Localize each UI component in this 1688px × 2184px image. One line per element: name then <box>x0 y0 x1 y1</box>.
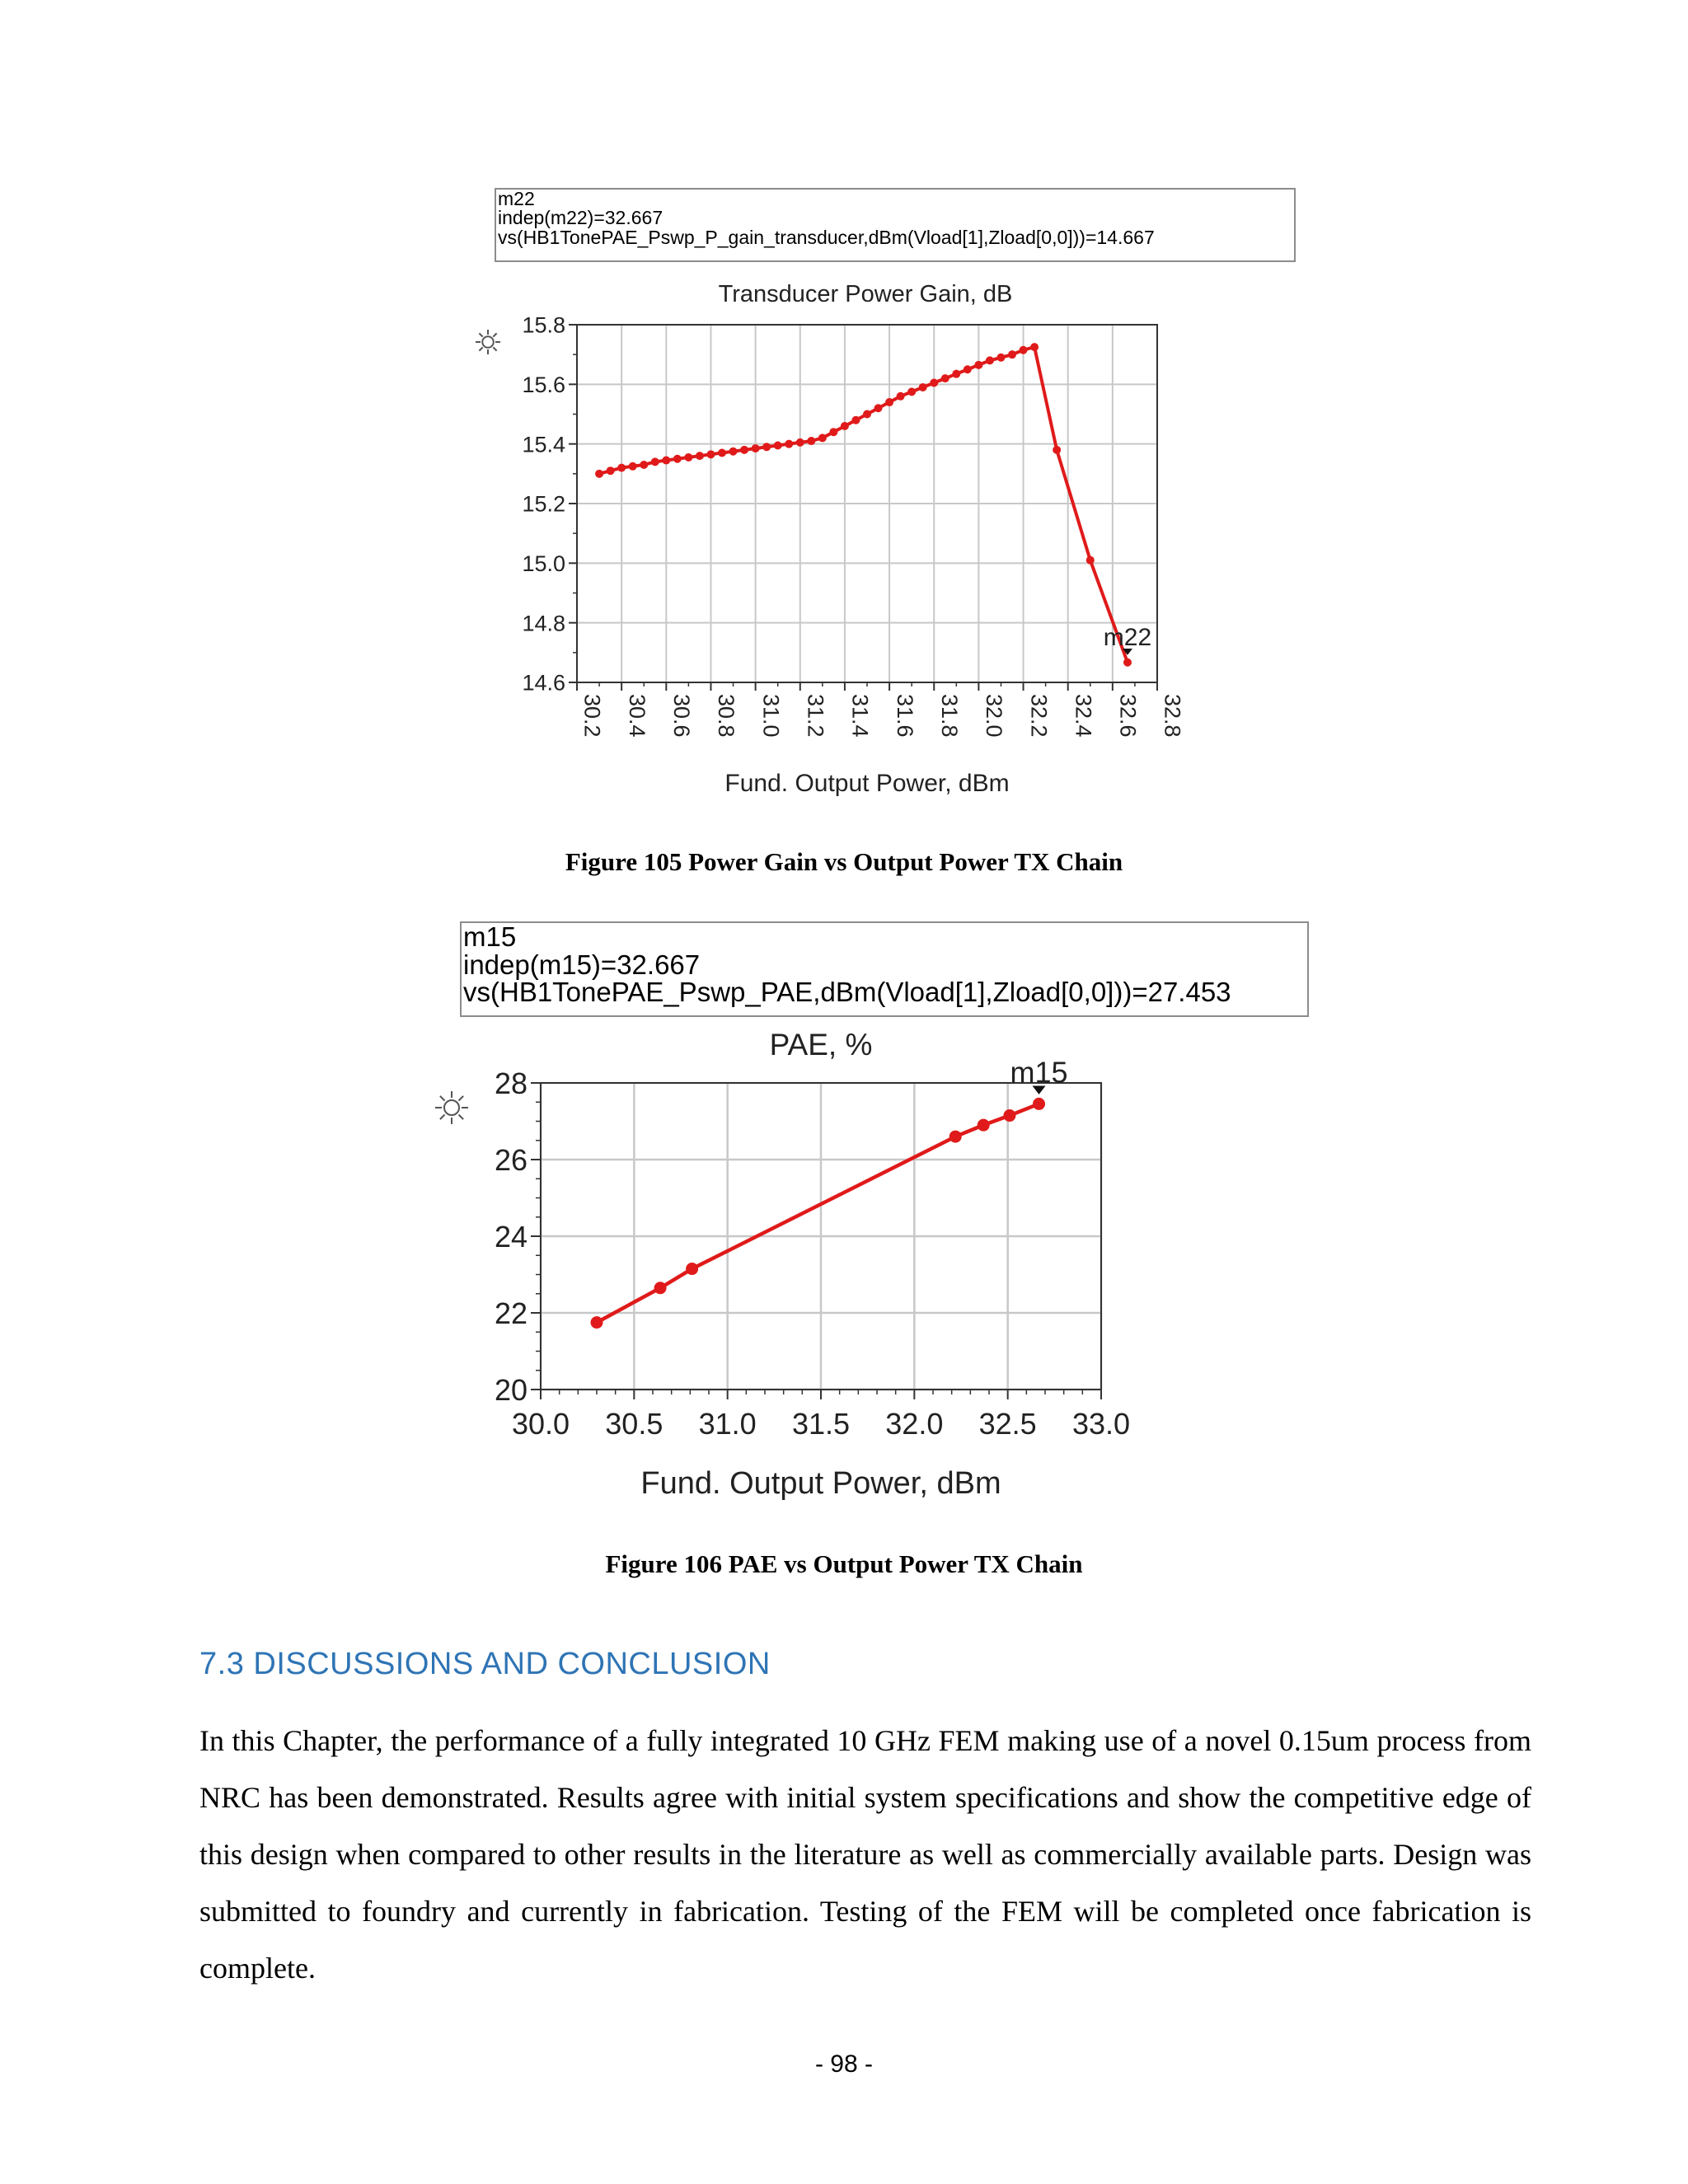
y-tick-label: 26 <box>494 1142 528 1177</box>
x-tick-label: 32.5 <box>978 1407 1037 1441</box>
page-number: - 98 - <box>814 2050 874 2078</box>
marker-label: m22 <box>1103 623 1152 651</box>
y-tick-label: 15.2 <box>522 491 565 517</box>
x-tick-label: 30.2 <box>579 694 605 738</box>
data-point <box>686 1263 698 1275</box>
marker-select-icon[interactable] <box>435 1091 468 1124</box>
x-tick-label: 32.6 <box>1115 694 1141 738</box>
section-heading: 7.3 DISCUSSIONS AND CONCLUSION <box>199 1647 771 1681</box>
y-tick-label: 15.4 <box>522 432 565 457</box>
marker-indep: indep(m15)=32.667 <box>463 949 701 980</box>
y-tick-label: 28 <box>494 1066 528 1100</box>
x-tick-label: 31.8 <box>936 694 962 738</box>
figure-caption-105: Figure 105 Power Gain vs Output Power TX Chain <box>565 847 1123 876</box>
y-tick-label: 15.0 <box>522 551 565 577</box>
data-point <box>978 1119 990 1132</box>
x-tick-label: 31.4 <box>847 694 873 738</box>
body-paragraph: In this Chapter, the performance of a fully integrated 10 GHz FEM making use of a novel 0.15um process from NRC has been demonstrated. Results agree with initial system specifications and show the competitive edge of this design when compared to other results in the literature as well as commercially available parts. Design was submitted to foundry and currently in fabrication. Testing of the FEM will be completed once fabrication is complete. <box>199 1724 1531 1985</box>
x-axis-label: Fund. Output Power, dBm <box>640 1466 1001 1501</box>
y-tick-label: 15.6 <box>522 373 565 398</box>
marker-expression: vs(HB1TonePAE_Pswp_P_gain_transducer,dBm(Vload[1],Zload[0,0]))=14.667 <box>498 226 1155 248</box>
y-tick-label: 14.6 <box>522 670 565 696</box>
x-tick-label: 32.4 <box>1071 694 1096 738</box>
marker-expression: vs(HB1TonePAE_Pswp_PAE,dBm(Vload[1],Zload[0,0]))=27.453 <box>463 977 1231 1008</box>
x-tick-label: 32.8 <box>1160 694 1185 738</box>
chart-title: Transducer Power Gain, dB <box>718 281 1013 307</box>
x-tick-label: 32.0 <box>885 1407 944 1441</box>
y-tick-label: 15.8 <box>522 312 565 338</box>
x-tick-label: 30.5 <box>605 1407 663 1441</box>
marker-label: m15 <box>1010 1055 1068 1090</box>
x-axis-label: Fund. Output Power, dBm <box>724 770 1010 797</box>
chart-title: PAE, % <box>769 1028 873 1062</box>
marker-indep: indep(m22)=32.667 <box>498 207 663 229</box>
figure-caption-106: Figure 106 PAE vs Output Power TX Chain <box>605 1549 1083 1578</box>
marker-name: m22 <box>498 188 535 209</box>
x-tick-label: 31.2 <box>803 694 828 738</box>
y-tick-label: 14.8 <box>522 611 565 636</box>
x-tick-label: 31.0 <box>758 694 784 738</box>
x-tick-label: 31.5 <box>791 1407 851 1441</box>
data-point <box>654 1282 667 1294</box>
y-tick-label: 22 <box>494 1296 528 1330</box>
data-point <box>591 1316 603 1329</box>
x-tick-label: 31.6 <box>892 694 917 738</box>
x-tick-label: 33.0 <box>1071 1407 1131 1441</box>
x-tick-label: 30.4 <box>624 694 649 738</box>
data-point <box>950 1131 962 1143</box>
x-tick-label: 30.0 <box>511 1407 570 1441</box>
data-point <box>1033 1098 1045 1110</box>
marker-name: m15 <box>463 921 517 952</box>
x-tick-label: 32.2 <box>1026 694 1052 738</box>
x-tick-label: 30.8 <box>714 694 739 738</box>
x-tick-label: 31.0 <box>698 1407 757 1441</box>
y-tick-label: 20 <box>494 1372 528 1407</box>
x-tick-label: 30.6 <box>669 694 695 738</box>
data-point <box>1003 1109 1015 1122</box>
y-tick-label: 24 <box>494 1219 528 1254</box>
x-tick-label: 32.0 <box>982 694 1007 738</box>
